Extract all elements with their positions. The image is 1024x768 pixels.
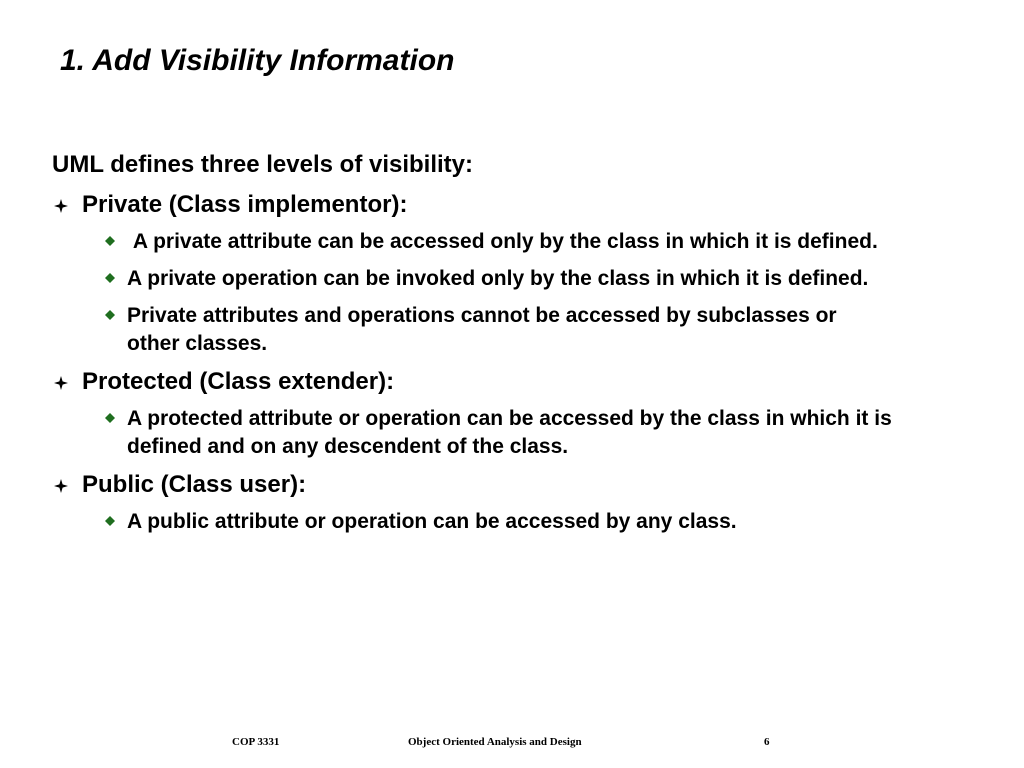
- list-item-text: A private attribute can be accessed only by the class in which it is defined.: [127, 230, 878, 253]
- four-point-star-bullet-icon: [54, 376, 68, 390]
- section-heading-label: Private (Class implementor):: [82, 191, 408, 218]
- slide-title: 1. Add Visibility Information: [60, 44, 455, 77]
- section-protected-heading: [52, 367, 952, 397]
- footer-course: COP 3331: [232, 736, 280, 748]
- section-heading-label: Protected (Class extender):: [82, 368, 395, 395]
- list-item-text: Private attributes and operations cannot be accessed by subclasses or other classes.: [127, 304, 837, 355]
- footer-subject: Object Oriented Analysis and Design: [408, 736, 582, 748]
- slide-body: [52, 150, 952, 545]
- list-item: [127, 265, 947, 293]
- four-point-star-bullet-icon: [54, 479, 68, 493]
- section-heading-label: Public (Class user):: [82, 471, 307, 498]
- list-item: [127, 508, 947, 536]
- diamond-bullet-icon: [105, 273, 115, 283]
- list-item: [127, 302, 847, 358]
- section-public-heading: [52, 470, 952, 500]
- intro-text: UML defines three levels of visibility:: [52, 151, 474, 178]
- diamond-bullet-icon: [105, 516, 115, 526]
- footer-page-number: 6: [764, 736, 770, 748]
- list-item-text: A public attribute or operation can be accessed by any class.: [127, 510, 737, 533]
- diamond-bullet-icon: [105, 413, 115, 423]
- list-item: [127, 228, 947, 256]
- list-item-text: A private operation can be invoked only by the class in which it is defined.: [127, 267, 869, 290]
- list-item: [127, 405, 947, 461]
- diamond-bullet-icon: [105, 236, 115, 246]
- four-point-star-bullet-icon: [54, 199, 68, 213]
- diamond-bullet-icon: [105, 310, 115, 320]
- section-private-heading: [52, 190, 952, 220]
- list-item-text: A protected attribute or operation can be accessed by the class in which it is defined and on any descendent of the class.: [127, 407, 892, 458]
